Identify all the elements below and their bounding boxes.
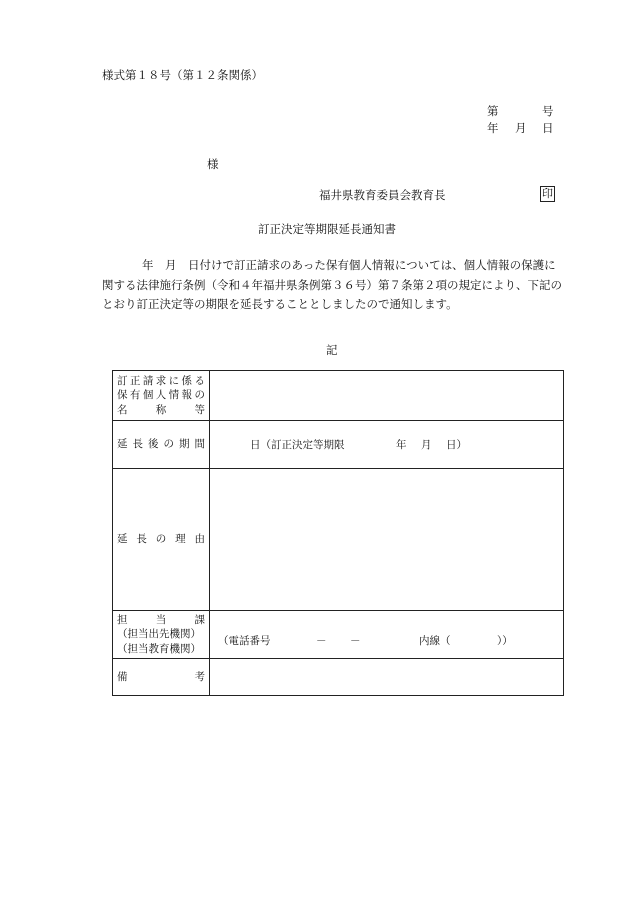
value-extension-reason[interactable] xyxy=(210,469,564,611)
label-responsible-section xyxy=(113,611,210,659)
value-extended-period[interactable] xyxy=(210,421,564,469)
phone-dash-2: － xyxy=(350,635,361,647)
period-tsuki: 月 xyxy=(421,439,432,451)
seal-stamp: 印 xyxy=(542,187,553,200)
body-text: 年 月 日付けで訂正請求のあった保有個人情報については、個人情報の保護に関する法律施行条例（令和４年福井県条例第３６号）第７条第２項の規定により、下記のとおり訂正決定等の期限を延長することとしましたので通知します。 xyxy=(102,258,562,311)
date-hi: 日 xyxy=(542,121,554,135)
phone-dash-1: － xyxy=(316,635,327,647)
document-title: 訂正決定等期限延長通知書 xyxy=(258,222,396,236)
table-row xyxy=(113,469,564,611)
sender-name: 福井県教育委員会教育長 xyxy=(319,188,446,202)
body-paragraph xyxy=(102,256,564,315)
label-line: 名 称 等 xyxy=(117,403,205,416)
value-remarks[interactable] xyxy=(210,659,564,696)
label-extension-reason: 延 長 の 理 由 xyxy=(113,469,210,611)
detail-table xyxy=(112,370,564,696)
table-row xyxy=(113,611,564,659)
ki-heading: 記 xyxy=(326,343,338,357)
table-row xyxy=(113,371,564,421)
period-day-text: 日（訂正決定等期限 xyxy=(250,439,345,451)
doc-number-go: 号 xyxy=(542,104,554,118)
addressee-suffix: 様 xyxy=(207,157,219,171)
label-line: 保 有 個 人 情 報 の xyxy=(117,389,205,402)
label-line: （担当教育機関） xyxy=(117,642,201,655)
value-responsible-section[interactable] xyxy=(210,611,564,659)
extension-close: ）） xyxy=(497,635,513,647)
date-nen: 年 xyxy=(487,121,499,135)
period-hi: 日） xyxy=(446,439,467,451)
label-line: 担 当 課 xyxy=(117,613,205,626)
period-nen: 年 xyxy=(396,439,407,451)
label-remarks: 備 考 xyxy=(113,659,210,696)
doc-number-dai: 第 xyxy=(487,104,499,118)
value-request-target[interactable] xyxy=(210,371,564,421)
table-row xyxy=(113,659,564,696)
extension-label: 内線（ xyxy=(419,635,451,647)
label-extended-period: 延 長 後 の 期 間 xyxy=(113,421,210,469)
table-row xyxy=(113,421,564,469)
label-line: 訂 正 請 求 に 係 る xyxy=(117,374,205,387)
form-number: 様式第１８号（第１２条関係） xyxy=(102,68,263,82)
date-tsuki: 月 xyxy=(515,121,527,135)
phone-label: （電話番号 xyxy=(218,635,271,647)
label-request-target xyxy=(113,371,210,421)
label-line: （担当出先機関） xyxy=(117,628,201,641)
